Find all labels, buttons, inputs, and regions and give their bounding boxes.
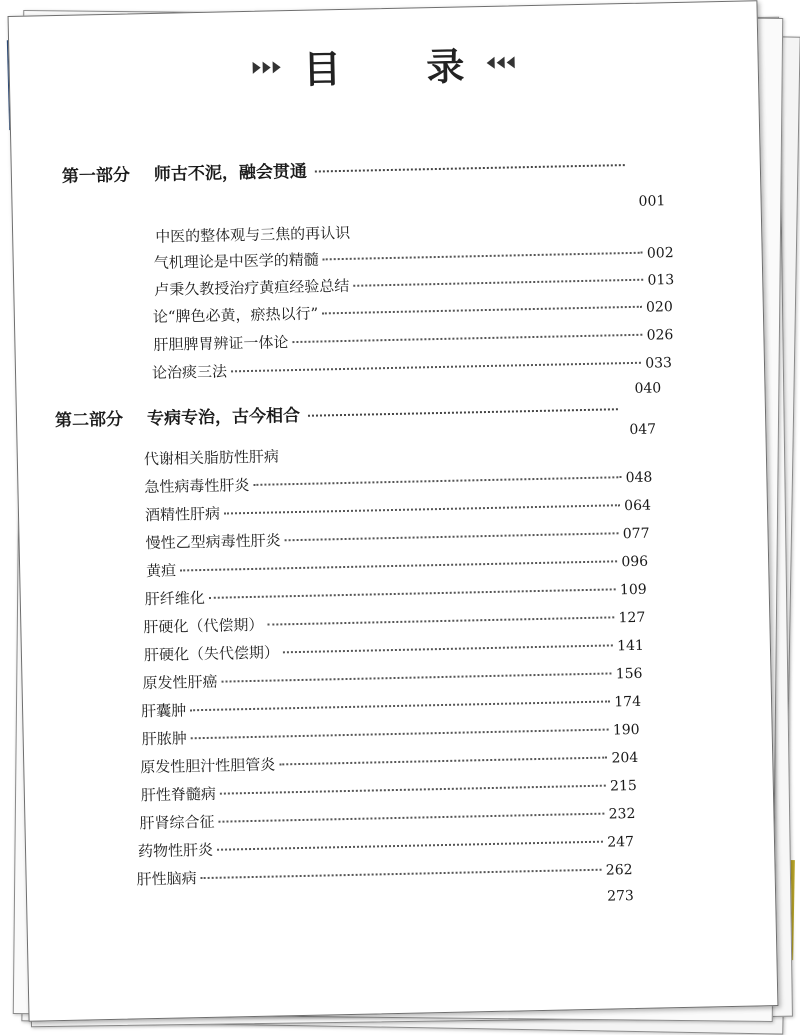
- leader-dots: [218, 813, 604, 823]
- entry-title: 肝肾综合征: [139, 812, 215, 833]
- leader-dots: [222, 672, 612, 682]
- leader-dots: [322, 306, 642, 315]
- page-number: 190: [612, 721, 640, 739]
- part-label: 第一部分: [61, 165, 131, 187]
- leader-dots: [253, 476, 621, 486]
- leader-dots: [323, 252, 643, 261]
- entry-title: 原发性胆汁性胆管炎: [140, 755, 276, 777]
- page-number: 064: [624, 497, 652, 515]
- leader-dots: [201, 869, 602, 879]
- toc-entry[interactable]: [143, 606, 645, 638]
- page-number: 002: [646, 245, 674, 262]
- leader-dots: [209, 588, 616, 599]
- entry-title: 中医的整体观与三焦的再认识: [155, 223, 351, 246]
- toc-entry[interactable]: [144, 438, 654, 470]
- toc-page: [8, 0, 779, 1021]
- entry-title: 肝纤维化: [144, 588, 205, 609]
- page-number: 174: [614, 693, 642, 711]
- entry-title: 卢秉久教授治疗黄疸经验总结: [154, 276, 350, 299]
- toc-entry[interactable]: [144, 634, 644, 665]
- toc-entry[interactable]: [140, 746, 638, 777]
- page-number: 262: [605, 862, 633, 879]
- page-number: 204: [611, 749, 639, 767]
- leader-dots: [217, 841, 603, 851]
- page-number: 096: [621, 553, 649, 571]
- entry-title: 黄疸: [146, 561, 177, 581]
- page-number: 156: [615, 665, 643, 683]
- toc-entry[interactable]: [154, 268, 674, 300]
- part-heading: [62, 150, 625, 187]
- leader-dots: [279, 757, 607, 766]
- toc-entry[interactable]: [144, 466, 652, 498]
- toc-entry[interactable]: [139, 802, 635, 833]
- page-number: 109: [619, 581, 647, 599]
- toc-entry[interactable]: [154, 241, 674, 273]
- left-arrows-ornament: [486, 56, 514, 69]
- page-number: 232: [608, 805, 636, 823]
- part-page-number: 047: [629, 421, 657, 439]
- leader-dots: [292, 334, 642, 343]
- toc-entry[interactable]: [152, 351, 672, 383]
- leader-dots: [224, 504, 620, 514]
- entry-title: 肝胆脾胃辨证一体论: [153, 333, 289, 354]
- entry-title: 代谢相关脂肪性肝病: [143, 447, 280, 469]
- leader-dots: [283, 644, 613, 653]
- part-title: 专病专治，古今相合: [146, 405, 301, 430]
- leader-dots: [315, 164, 625, 172]
- entry-title: 肝性脑病: [136, 869, 197, 889]
- toc-entry[interactable]: [153, 295, 673, 327]
- right-arrows-ornament: [253, 61, 281, 74]
- page-number: 215: [609, 777, 637, 795]
- toc-entry[interactable]: [145, 494, 651, 526]
- page-number: 013: [647, 272, 675, 289]
- page-number: 020: [645, 299, 673, 316]
- part-heading: [55, 394, 618, 431]
- entry-title: 论治痰三法: [151, 362, 228, 383]
- page-number: 247: [607, 834, 635, 851]
- entry-title: 急性病毒性肝炎: [144, 476, 250, 497]
- leader-dots: [267, 616, 614, 625]
- entry-title: 肝囊肿: [140, 701, 187, 721]
- entry-title: 肝性脊髓病: [140, 784, 217, 805]
- toc-entry[interactable]: [136, 858, 632, 889]
- page-number: 141: [616, 637, 645, 655]
- page-number: 026: [646, 327, 674, 344]
- part-page-number: 001: [638, 193, 666, 210]
- leader-dots: [190, 700, 610, 711]
- entry-title: 药物性肝炎: [137, 840, 214, 861]
- page-number: 077: [622, 525, 650, 543]
- leader-dots: [191, 729, 609, 740]
- toc-entry[interactable]: [145, 578, 647, 610]
- toc-title: 目 录: [302, 42, 501, 92]
- toc-entry[interactable]: [141, 774, 637, 805]
- leader-dots: [231, 362, 641, 373]
- toc-header: [9, 29, 758, 100]
- entry-title: 酒精性肝病: [144, 504, 221, 525]
- page-number: 033: [645, 355, 673, 372]
- leader-dots: [220, 785, 606, 795]
- toc-entry[interactable]: [141, 718, 639, 749]
- entry-title: 论“脾色必黄，瘀热以行”: [152, 304, 319, 326]
- entry-title: 原发性肝癌: [142, 672, 218, 693]
- entry-title: 肝硬化（失代偿期）: [143, 643, 280, 665]
- leader-dots: [308, 408, 618, 416]
- leader-dots: [285, 532, 619, 541]
- entry-title: 慢性乙型病毒性肝炎: [145, 531, 281, 553]
- toc-entry[interactable]: [146, 550, 648, 582]
- toc-entry[interactable]: [142, 662, 642, 693]
- toc-entry[interactable]: [138, 830, 634, 861]
- page-number: 048: [625, 469, 653, 487]
- part-title: 师古不泥，融会贯通: [153, 161, 308, 185]
- entry-title: 肝硬化（代偿期）: [143, 615, 264, 637]
- entry-title: 肝脓肿: [141, 729, 187, 749]
- page-number: 040: [634, 380, 662, 397]
- part-label: 第二部分: [54, 409, 124, 432]
- toc-entry[interactable]: [145, 522, 649, 554]
- leader-dots: [180, 560, 617, 571]
- leader-dots: [353, 279, 643, 287]
- entry-title: 气机理论是中医学的精髓: [153, 250, 319, 272]
- toc-entry[interactable]: [153, 323, 673, 355]
- toc-entry[interactable]: [141, 690, 641, 721]
- page-number: 273: [606, 888, 635, 905]
- page-number: 127: [618, 609, 646, 627]
